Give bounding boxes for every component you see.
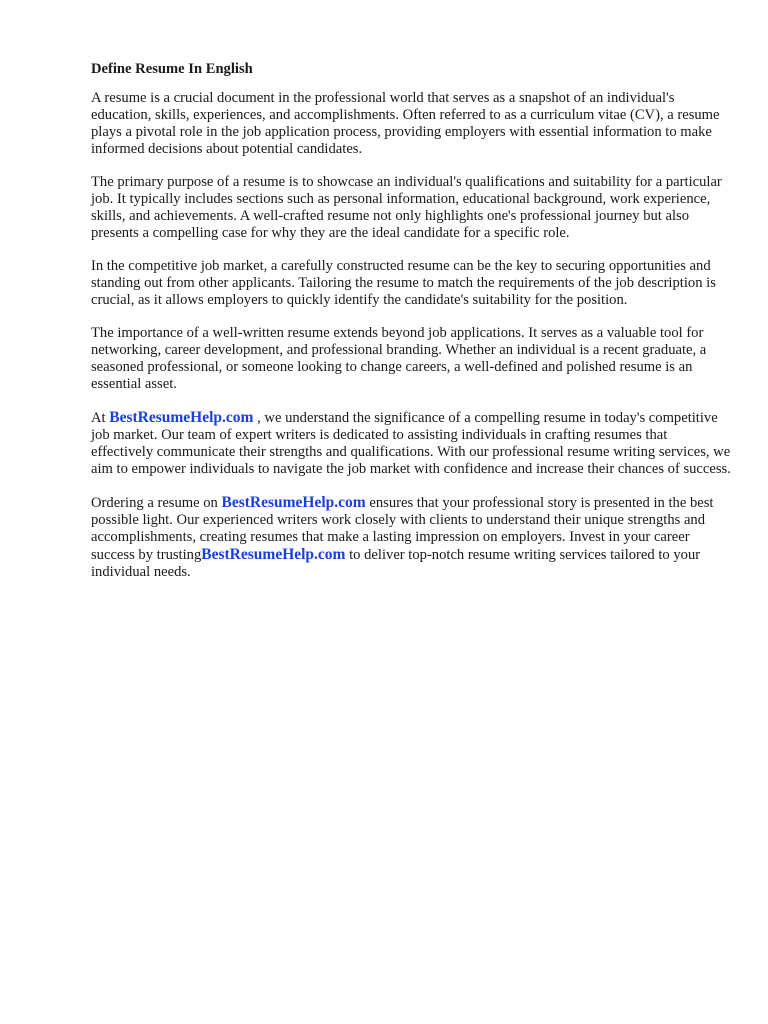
bestresumehelp-link-trusting[interactable]: BestResumeHelp.com xyxy=(201,546,346,563)
paragraph-5-text-end: , we understand the significance of a compelling resume in today's competitive job market. Our team of expert writers is dedicated to assisting individuals in crafting resumes that effectively communicate their strengths and qualifications. With our professional resume writing services, we aim to empower individuals to navigate the job market with confidence and increase their chances of success. xyxy=(91,410,731,477)
paragraph-3: In the competitive job market, a carefully constructed resume can be the key to securing opportunities and standing out from other applicants. Tailoring the resume to match the requirements of the job description is crucial, as it allows employers to quickly identify the candidate's suitability for the position. xyxy=(91,258,716,308)
paragraph-6-text-middle: ensures that your professional story is presented in the best possible light. Our experienced writers work closely with clients to understand their unique strengths and accomplishments, creating resumes that make a lasting impression on employers. Invest in your career success by trusting xyxy=(91,495,714,563)
document-title: Define Resume In English xyxy=(91,61,253,77)
paragraph-1: A resume is a crucial document in the professional world that serves as a snapshot of an individual's education, skills, experiences, and accomplishments. Often referred to as a curriculum vitae (CV), a resume plays a pivotal role in the job application process, providing employers with essential information to make informed decisions about potential candidates. xyxy=(91,90,720,157)
paragraph-6-text-start: Ordering a resume on xyxy=(91,495,222,511)
paragraph-4: The importance of a well-written resume extends beyond job applications. It serves as a valuable tool for networking, career development, and professional branding. Whether an individual is a recent graduate, a seasoned professional, or someone looking to change careers, a well-defined and polished resume is an essential asset. xyxy=(91,325,707,392)
document-page xyxy=(91,60,731,597)
bestresumehelp-link[interactable]: BestResumeHelp.com xyxy=(109,409,254,426)
bestresumehelp-link-ordering[interactable]: BestResumeHelp.com xyxy=(221,494,366,511)
paragraph-2: The primary purpose of a resume is to showcase an individual's qualifications and suitability for a particular job. It typically includes sections such as personal information, educational background, work experience, skills, and achievements. A well-crafted resume not only highlights one's professional journey but also presents a compelling case for why they are the ideal candidate for a specific role. xyxy=(91,174,722,241)
paragraph-6 xyxy=(91,494,731,581)
paragraph-5 xyxy=(91,409,731,478)
paragraph-6-text-end: to deliver top-notch resume writing services tailored to your individual needs. xyxy=(91,547,701,580)
paragraph-5-text-start: At xyxy=(91,410,110,426)
